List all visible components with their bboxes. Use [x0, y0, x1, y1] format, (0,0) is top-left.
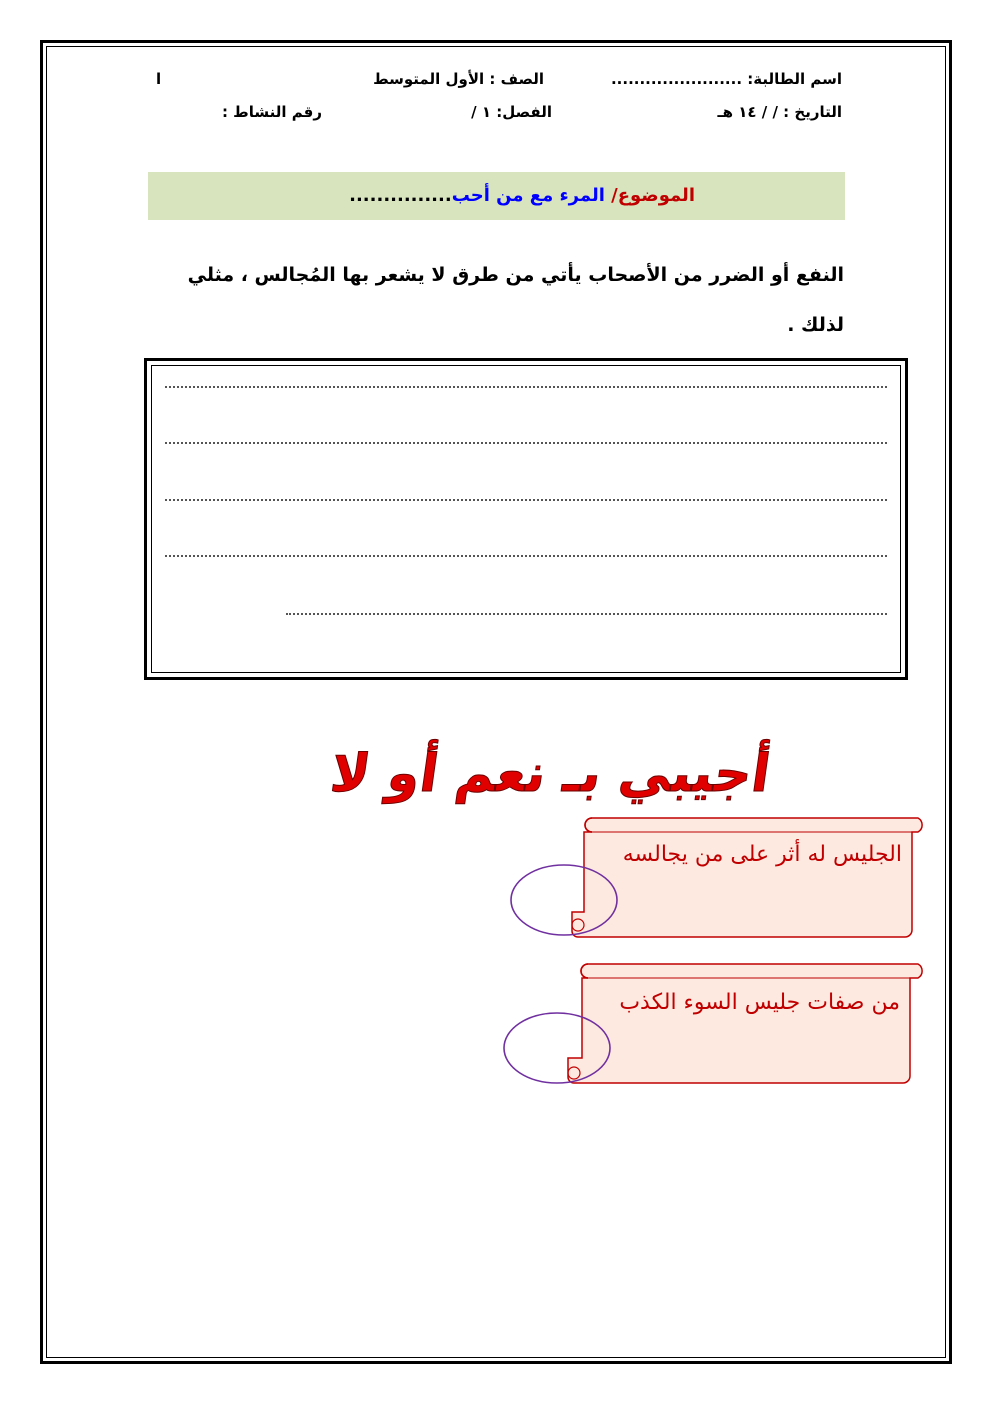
- topic-label: الموضوع/: [611, 185, 695, 206]
- topic-bar: [148, 172, 845, 220]
- answer-line-2[interactable]: [165, 442, 887, 444]
- topic-dots: ...............: [349, 185, 452, 206]
- question-text: النفع أو الضرر من الأصحاب يأتي من طرق لا يشعر بها المُجالس ، مثلي لذلك .: [187, 264, 844, 336]
- exercise-heading: أجيبي بـ نعم أو لا: [326, 744, 774, 804]
- grade-label: الصف : الأول المتوسط: [373, 70, 544, 88]
- grade-section: ا: [156, 70, 162, 88]
- answer-line-4[interactable]: [165, 555, 887, 557]
- page-border-inner: [46, 46, 946, 1358]
- answer-line-1[interactable]: [165, 386, 887, 388]
- answer-line-5[interactable]: [286, 613, 887, 615]
- student-name-field: اسم الطالبة: .......................: [610, 70, 842, 88]
- question-item-2: من صفات جليس السوء الكذب: [619, 990, 900, 1015]
- topic-title: المرء مع من أحب: [451, 185, 612, 206]
- question-item-1: الجليس له أثر على من يجالسه: [622, 842, 902, 867]
- answer-box[interactable]: [151, 365, 901, 673]
- date-field: التاريخ : / / ١٤ هـ: [717, 103, 842, 121]
- activity-number-field: رقم النشاط :: [221, 103, 322, 121]
- answer-area-2[interactable]: [504, 1013, 610, 1083]
- term-field: الفصل: ١ /: [471, 103, 552, 121]
- answer-line-3[interactable]: [165, 499, 887, 501]
- answer-area-1[interactable]: [510, 866, 616, 936]
